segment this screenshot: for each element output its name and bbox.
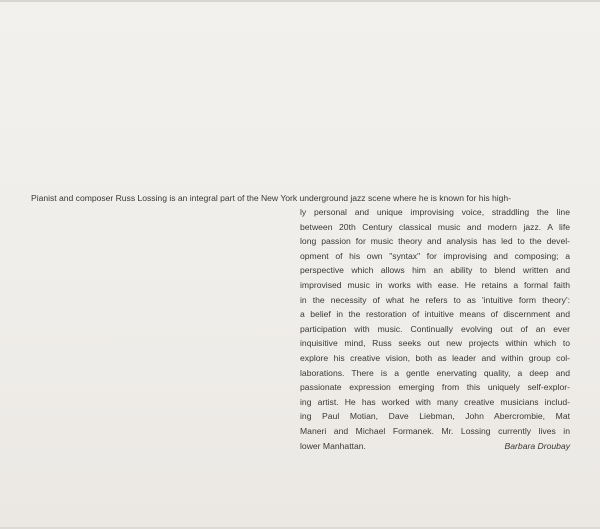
bio-line: ly personal and unique improvising voice, straddling the line (300, 207, 570, 217)
bio-line: passionate expression emerging from this uniquely self-explor- (300, 382, 570, 393)
bio-line: explore his creative vision, both as leader and within group col- (300, 352, 570, 363)
bio-line: a belief in the restoration of intuitive means of discernment and (300, 309, 570, 320)
bio-line: long passion for music theory and analysis has led to the devel- (300, 236, 570, 247)
bio-line: laborations. There is a gentle enervating quality, a deep and (300, 367, 570, 378)
bio-line: ing artist. He has worked with many creative musicians includ- (300, 396, 570, 407)
bio-line: in the necessity of what he refers to as 'intuitive form theory': (300, 294, 570, 305)
bio-line: participation with music. Continually evolving out of an ever (300, 323, 570, 334)
bio-line: perspective which allows him an ability to blend written and (300, 265, 570, 276)
bio-line: improvised music in works with ease. He retains a formal faith (300, 279, 570, 290)
page-top-edge (0, 0, 600, 2)
bio-line: opment of his own "syntax" for improvising and composing; a (300, 250, 570, 261)
bio-line: ing Paul Motian, Dave Liebman, John Abercrombie, Mat (300, 411, 570, 422)
bio-last-row (300, 439, 570, 454)
bio-line: inquisitive mind, Russ seeks out new projects within which to (300, 338, 570, 349)
bio-first-line: Pianist and composer Russ Lossing is an integral part of the New York underground jazz scene where he is known for his high- (31, 193, 511, 203)
bio-line: between 20th Century classical music and modern jazz. A life (300, 221, 570, 232)
bio-line: Maneri and Michael Formanek. Mr. Lossing currently lives in (300, 425, 570, 436)
bio-column (300, 205, 570, 453)
author-signature: Barbara Droubay (504, 440, 570, 451)
bio-final-line: lower Manhattan. (300, 440, 366, 451)
